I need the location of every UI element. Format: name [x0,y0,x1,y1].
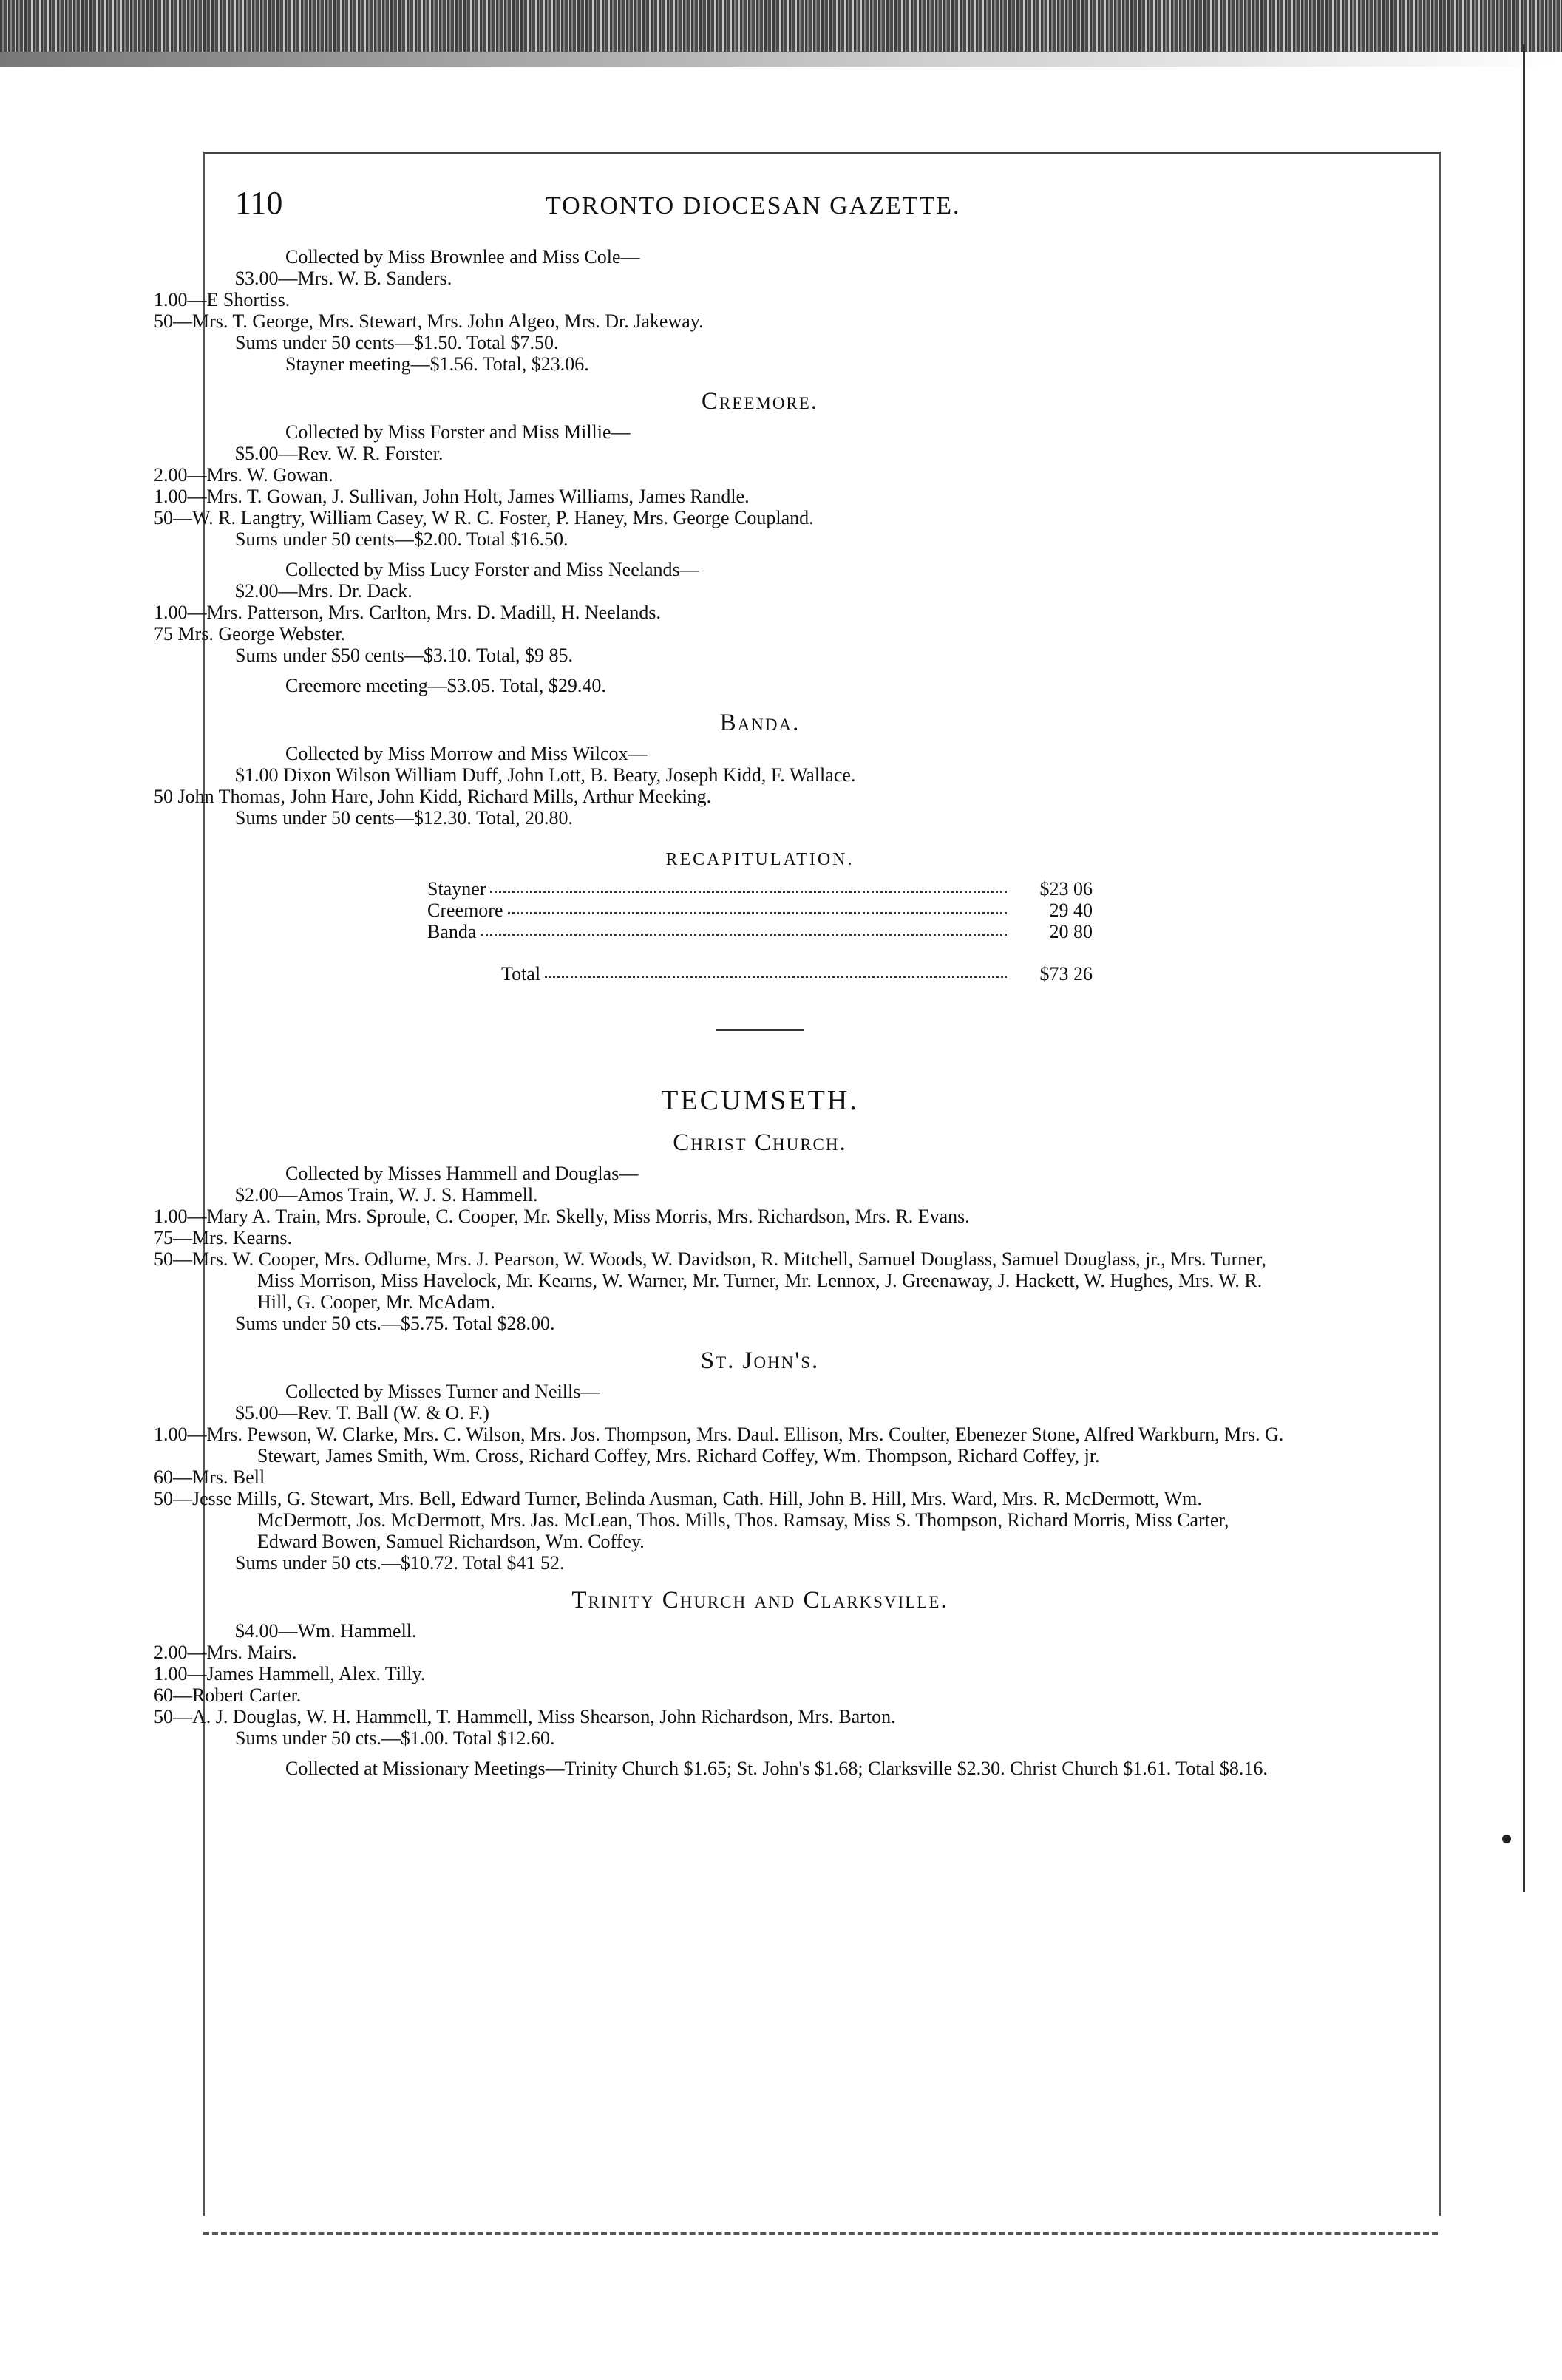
running-title: TORONTO DIOCESAN GAZETTE. [546,192,961,220]
recap-amount: 20 80 [1049,921,1093,942]
banda-line: Sums under 50 cents—$12.30. Total, 20.80. [235,807,574,829]
christ-church-line: $2.00—Amos Train, W. J. S. Hammell. [235,1184,538,1206]
banda-collected-by: Collected by Miss Morrow and Miss Wilcox— [285,743,648,764]
st-johns-line: 60—Mrs. Bell [154,1466,265,1488]
page-header [235,185,1285,221]
banda-heading: Banda. [719,710,801,736]
scan-artifact-top [0,0,1562,52]
st-johns-line: 50—Jesse Mills, G. Stewart, Mrs. Bell, Edward Turner, Belinda Ausman, Cath. Hill, John B. Hill, Mrs. Ward, Mrs. R. McDermott, Wm. McDermott, Jos. McDermott, Mrs. Jas. McLean, Thos. Mills, Thos. Ramsay, Miss S. Thompson, Richard Morris, Miss Carter, Edward Bowen, Samuel Richardson, Wm. Coffey. [154,1488,1229,1552]
recap-amount: 29 40 [1049,900,1093,921]
trinity-line: Sums under 50 cts.—$1.00. Total $12.60. [235,1727,555,1749]
scan-artifact-right-edge [1523,44,1534,1892]
christ-church-line: 50—Mrs. W. Cooper, Mrs. Odlume, Mrs. J. Pearson, W. Woods, W. Davidson, R. Mitchell, Samuel Douglass, Samuel Douglass, jr., Mrs. Turner, Miss Morrison, Miss Havelock, Mr. Kearns, W. Warner, Mr. Turner, Mr. Lennox, J. Greenaway, J. Hackett, W. Hughes, Mrs. W. R. Hill, G. Cooper, Mr. McAdam. [154,1248,1266,1313]
page-number: 110 [235,185,283,221]
stayner-line: $3.00—Mrs. W. B. Sanders. [235,268,452,289]
creemore-collected-by: Collected by Miss Lucy Forster and Miss Neelands— [285,559,699,580]
stayner-meeting: Stayner meeting—$1.56. Total, $23.06. [285,353,589,375]
tecumseth-heading: TECUMSETH. [661,1085,859,1116]
st-johns-line: Sums under 50 cts.—$10.72. Total $41 52. [235,1552,565,1574]
stayner-line: 1.00—E Shortiss. [154,289,291,310]
st-johns-line: $5.00—Rev. T. Ball (W. & O. F.) [235,1402,489,1424]
leader-dots [490,878,1007,893]
banda-line: 50 John Thomas, John Hare, John Kidd, Richard Mills, Arthur Meeking. [154,786,712,807]
trinity-line: 50—A. J. Douglas, W. H. Hammell, T. Hammell, Miss Shearson, John Richardson, Mrs. Barton. [154,1706,896,1727]
recap-total-row [427,963,1093,985]
section-divider [716,1029,804,1031]
stayner-line: Sums under 50 cents—$1.50. Total $7.50. [235,332,559,353]
creemore-meeting: Creemore meeting—$3.05. Total, $29.40. [285,675,606,696]
recap-label: Creemore [427,900,503,921]
st-johns-line: 1.00—Mrs. Pewson, W. Clarke, Mrs. C. Wilson, Mrs. Jos. Thompson, Mrs. Daul. Ellison, Mrs. Coulter, Ebenezer Stone, Alfred Warkburn, Mrs. G. Stewart, James Smith, Wm. Cross, Richard Coffey, Mrs. Richard Coffey, Wm. Thompson, Richard Coffey, jr. [154,1424,1284,1466]
recap-row [427,921,1093,942]
leader-dots [545,963,1007,978]
recap-label: Stayner [427,878,486,900]
creemore-line: Sums under $50 cents—$3.10. Total, $9 85. [235,645,574,666]
creemore-line: 1.00—Mrs. Patterson, Mrs. Carlton, Mrs. D. Madill, H. Neelands. [154,602,662,623]
creemore-line: 2.00—Mrs. W. Gowan. [154,464,333,486]
creemore-line: $5.00—Rev. W. R. Forster. [235,443,444,464]
banda-line: $1.00 Dixon Wilson William Duff, John Lott, B. Beaty, Joseph Kidd, F. Wallace. [235,764,856,786]
leader-dots [481,921,1007,936]
stayner-collected-by: Collected by Miss Brownlee and Miss Cole— [285,246,640,268]
trinity-line: 2.00—Mrs. Mairs. [154,1642,297,1663]
stayner-line: 50—Mrs. T. George, Mrs. Stewart, Mrs. John Algeo, Mrs. Dr. Jakeway. [154,310,704,332]
trinity-line: $4.00—Wm. Hammell. [235,1620,417,1642]
st-johns-heading: St. John's. [700,1347,820,1374]
recap-amount: $23 06 [1039,878,1093,900]
creemore-line: 1.00—Mrs. T. Gowan, J. Sullivan, John Holt, James Williams, James Randle. [154,486,750,507]
scan-artifact-gradient [0,52,1562,67]
recap-title: RECAPITULATION. [665,850,855,869]
creemore-collected-by: Collected by Miss Forster and Miss Millie— [285,421,631,443]
recap-total-label: Total [501,963,541,985]
trinity-meetings: Collected at Missionary Meetings—Trinity Church $1.65; St. John's $1.68; Clarksville $2.30. Christ Church $1.61. Total $8.16. [285,1758,1268,1779]
recap-label: Banda [427,921,477,942]
christ-church-line: 1.00—Mary A. Train, Mrs. Sproule, C. Cooper, Mr. Skelly, Miss Morris, Mrs. Richardson, Mrs. R. Evans. [154,1206,970,1227]
christ-church-heading: Christ Church. [673,1129,847,1156]
recap-total-amount: $73 26 [1039,963,1093,985]
bottom-rule [203,2232,1438,2235]
creemore-heading: Creemore. [701,388,819,415]
creemore-line: $2.00—Mrs. Dr. Dack. [235,580,412,602]
christ-church-line: Sums under 50 cts.—$5.75. Total $28.00. [235,1313,555,1334]
trinity-line: 60—Robert Carter. [154,1684,302,1706]
creemore-line: Sums under 50 cents—$2.00. Total $16.50. [235,528,568,550]
recap-row [427,878,1093,900]
st-johns-collected-by: Collected by Misses Turner and Neills— [285,1381,600,1402]
christ-church-line: 75—Mrs. Kearns. [154,1227,293,1248]
trinity-heading: Trinity Church and Clarksville. [571,1587,948,1614]
christ-church-collected-by: Collected by Misses Hammell and Douglas— [285,1163,639,1184]
scan-artifact-dot [1502,1835,1511,1843]
creemore-line: 50—W. R. Langtry, William Casey, W R. C. Foster, P. Haney, Mrs. George Coupland. [154,507,814,528]
leader-dots [508,900,1007,914]
trinity-line: 1.00—James Hammell, Alex. Tilly. [154,1663,426,1684]
creemore-line: 75 Mrs. George Webster. [154,623,346,645]
page-content [154,185,1285,1779]
recap-row [427,900,1093,921]
recapitulation [427,849,1093,985]
